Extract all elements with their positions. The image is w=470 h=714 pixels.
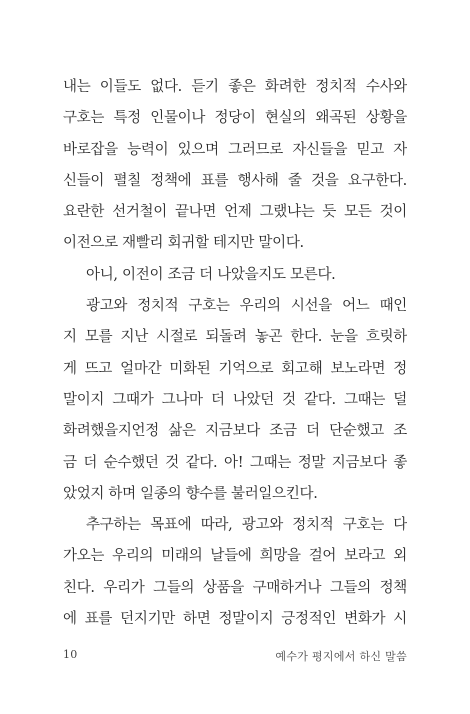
text-line: 화려했을지언정 삶은 지금보다 조금 더 단순했고 조 [63, 423, 407, 440]
paragraph-first-line: 추구하는 목표에 따라, 광고와 정치적 구호는 다 [86, 517, 407, 534]
text-line: 요란한 선거철이 끝나면 언제 그랬냐는 듯 모든 것이 [63, 204, 407, 221]
text-line: 게 뜨고 얼마간 미화된 기억으로 회고해 보노라면 정 [63, 360, 407, 377]
running-title: 예수가 평지에서 하신 말씀 [275, 650, 407, 663]
text-line: 신들이 펼칠 정책에 표를 행사해 줄 것을 요구한다. [63, 172, 407, 189]
text-line: 에 표를 던지기만 하면 정말이지 긍정적인 변화가 시 [63, 611, 407, 628]
text-line: 이전으로 재빨리 회귀할 테지만 말이다. [63, 235, 304, 252]
page-number: 10 [63, 648, 78, 661]
text-line: 친다. 우리가 그들의 상품을 구매하거나 그들의 정책 [63, 579, 407, 596]
text-line: 말이지 그때가 그나마 더 나았던 것 같다. 그때는 덜 [63, 391, 407, 408]
body-text [63, 72, 407, 635]
text-line: 지 모를 지난 시절로 되돌려 놓곤 한다. 눈을 흐릿하 [63, 329, 407, 346]
text-line: 가오는 우리의 미래의 날들에 희망을 걸어 보라고 외 [63, 548, 407, 565]
paragraph-first-line: 광고와 정치적 구호는 우리의 시선을 어느 때인 [86, 298, 407, 315]
text-line: 았었지 하며 일종의 향수를 불러일으킨다. [63, 485, 318, 502]
text-line: 바로잡을 능력이 있으며 그러므로 자신들을 믿고 자 [63, 141, 407, 158]
paragraph-first-line: 아니, 이전이 조금 더 나았을지도 모른다. [86, 266, 336, 283]
text-line: 금 더 순수했던 것 같다. 아! 그때는 정말 지금보다 좋 [63, 454, 407, 471]
text-line: 구호는 특정 인물이나 정당이 현실의 왜곡된 상황을 [63, 110, 407, 127]
text-line: 내는 이들도 없다. 듣기 좋은 화려한 정치적 수사와 [63, 79, 407, 95]
